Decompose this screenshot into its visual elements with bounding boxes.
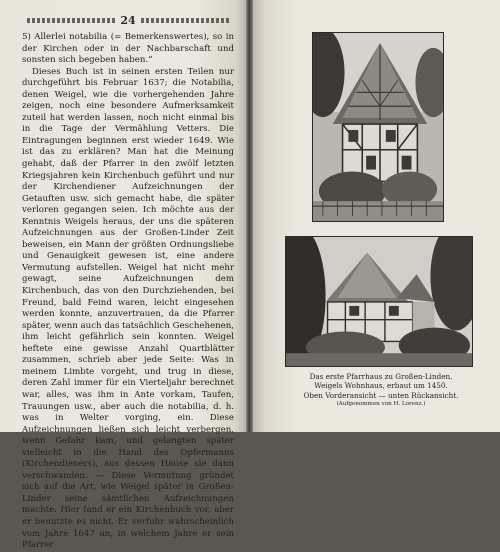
photo-front-view (312, 32, 444, 222)
photo-rear-view (285, 236, 473, 367)
running-head (22, 14, 234, 26)
ornament-rule-left (27, 18, 115, 23)
rear-view-image (286, 237, 472, 366)
book-gutter (246, 0, 253, 432)
caption-line-2: Weigels Wohnhaus, erbaut um 1450. (314, 381, 448, 391)
page-number: 24 (120, 13, 136, 27)
photo-credit: (Aufgenommen von H. Lorenz.) (336, 401, 426, 408)
left-page (0, 0, 246, 551)
front-view-image (313, 33, 443, 221)
ornament-rule-right (141, 18, 229, 23)
caption-line-3: Oben Vorderansicht — unten Rückansicht. (303, 390, 459, 400)
paragraph-2: Dieses Buch ist in seinen ersten Teilen nur durchgeführt bis Februar 1637; die Notabilia, denen Weigel, wie die vorhergehenden Jahre zeigen, noch eine besondere Aufmerksamkeit zuteil hat werden lassen, noch nicht einmal bis in die Tage der Vermählung Vetters. Die Eintragungen beginnen erst wieder 1649. Wie ist das zu erklären? Man hat die Meinung gehabt, daß der Pfarrer in den zwölf letzten Kriegsjahren kein Kirchenbuch geführt und nur der Kirchendiener Aufzeichnungen der Getauften usw. sich gemacht habe, die später verloren gegangen seien. Ich möchte aus der Kenntnis Weigels heraus, der uns die späteren Aufzeichnungen aus der Großen-Linder Zeit beweisen, ein Mann der größten Ordnungsliebe und Genauigkeit gewesen ist, eine andere Vermutung aufstellen. Weigel hat nicht mehr gewagt, seine Aufzeichnungen dem Kirchenbuch, das von den Durchziehenden, bei Freund, bald Feind waren, leicht eingesehen werden konnte, anzuvertrauen, da die Pfarrer später, wenn auch das tatsächlich Geschehenen, ihm leicht gefährlich sein konnten. Weigel heftete eine gewisse Anzahl Quartblätter zusammen, schrieb aber jede Seite: Was in meinem Limbte vorgeht, und trug in diese, deren Zahl immer für ein Vierteljahr berechnet war, alles, was ihm in Ante vorkam, Taufen, Trauungen usw., aber auch die notabilia, d. h. was in Welter vorging, ein. Diese Aufzeichnungen ließen sich leicht verbergen, wenn Gefahr kam, und gelangten später vielleicht in die Hand des Opfermanns (Kirchendieners), aus dessen Hause sie dann verschwanden. — Diese Vermutung gründet sich auf die Art, wie Weigel später in Großen-Linder seine sämtlichen Aufzeichnungen machte. Hier fand er ein Kirchenbuch vor, aber er benutzte es nicht. Er verfuhr wahrscheinlich vom Jahre 1647 an, in welchem Jahre er sein Pfarrer (22, 66, 234, 551)
body-text (22, 32, 234, 552)
caption-line-1: Das erste Pfarrhaus zu Großen-Linden, (309, 372, 453, 381)
paragraph-1: 5) Allerlei notabilia (= Bemerkenswertes), so in der Kirchen oder in der Nachbarschaft und sonsten sich begeben haben.“ (22, 32, 234, 66)
photo-caption (281, 372, 481, 409)
